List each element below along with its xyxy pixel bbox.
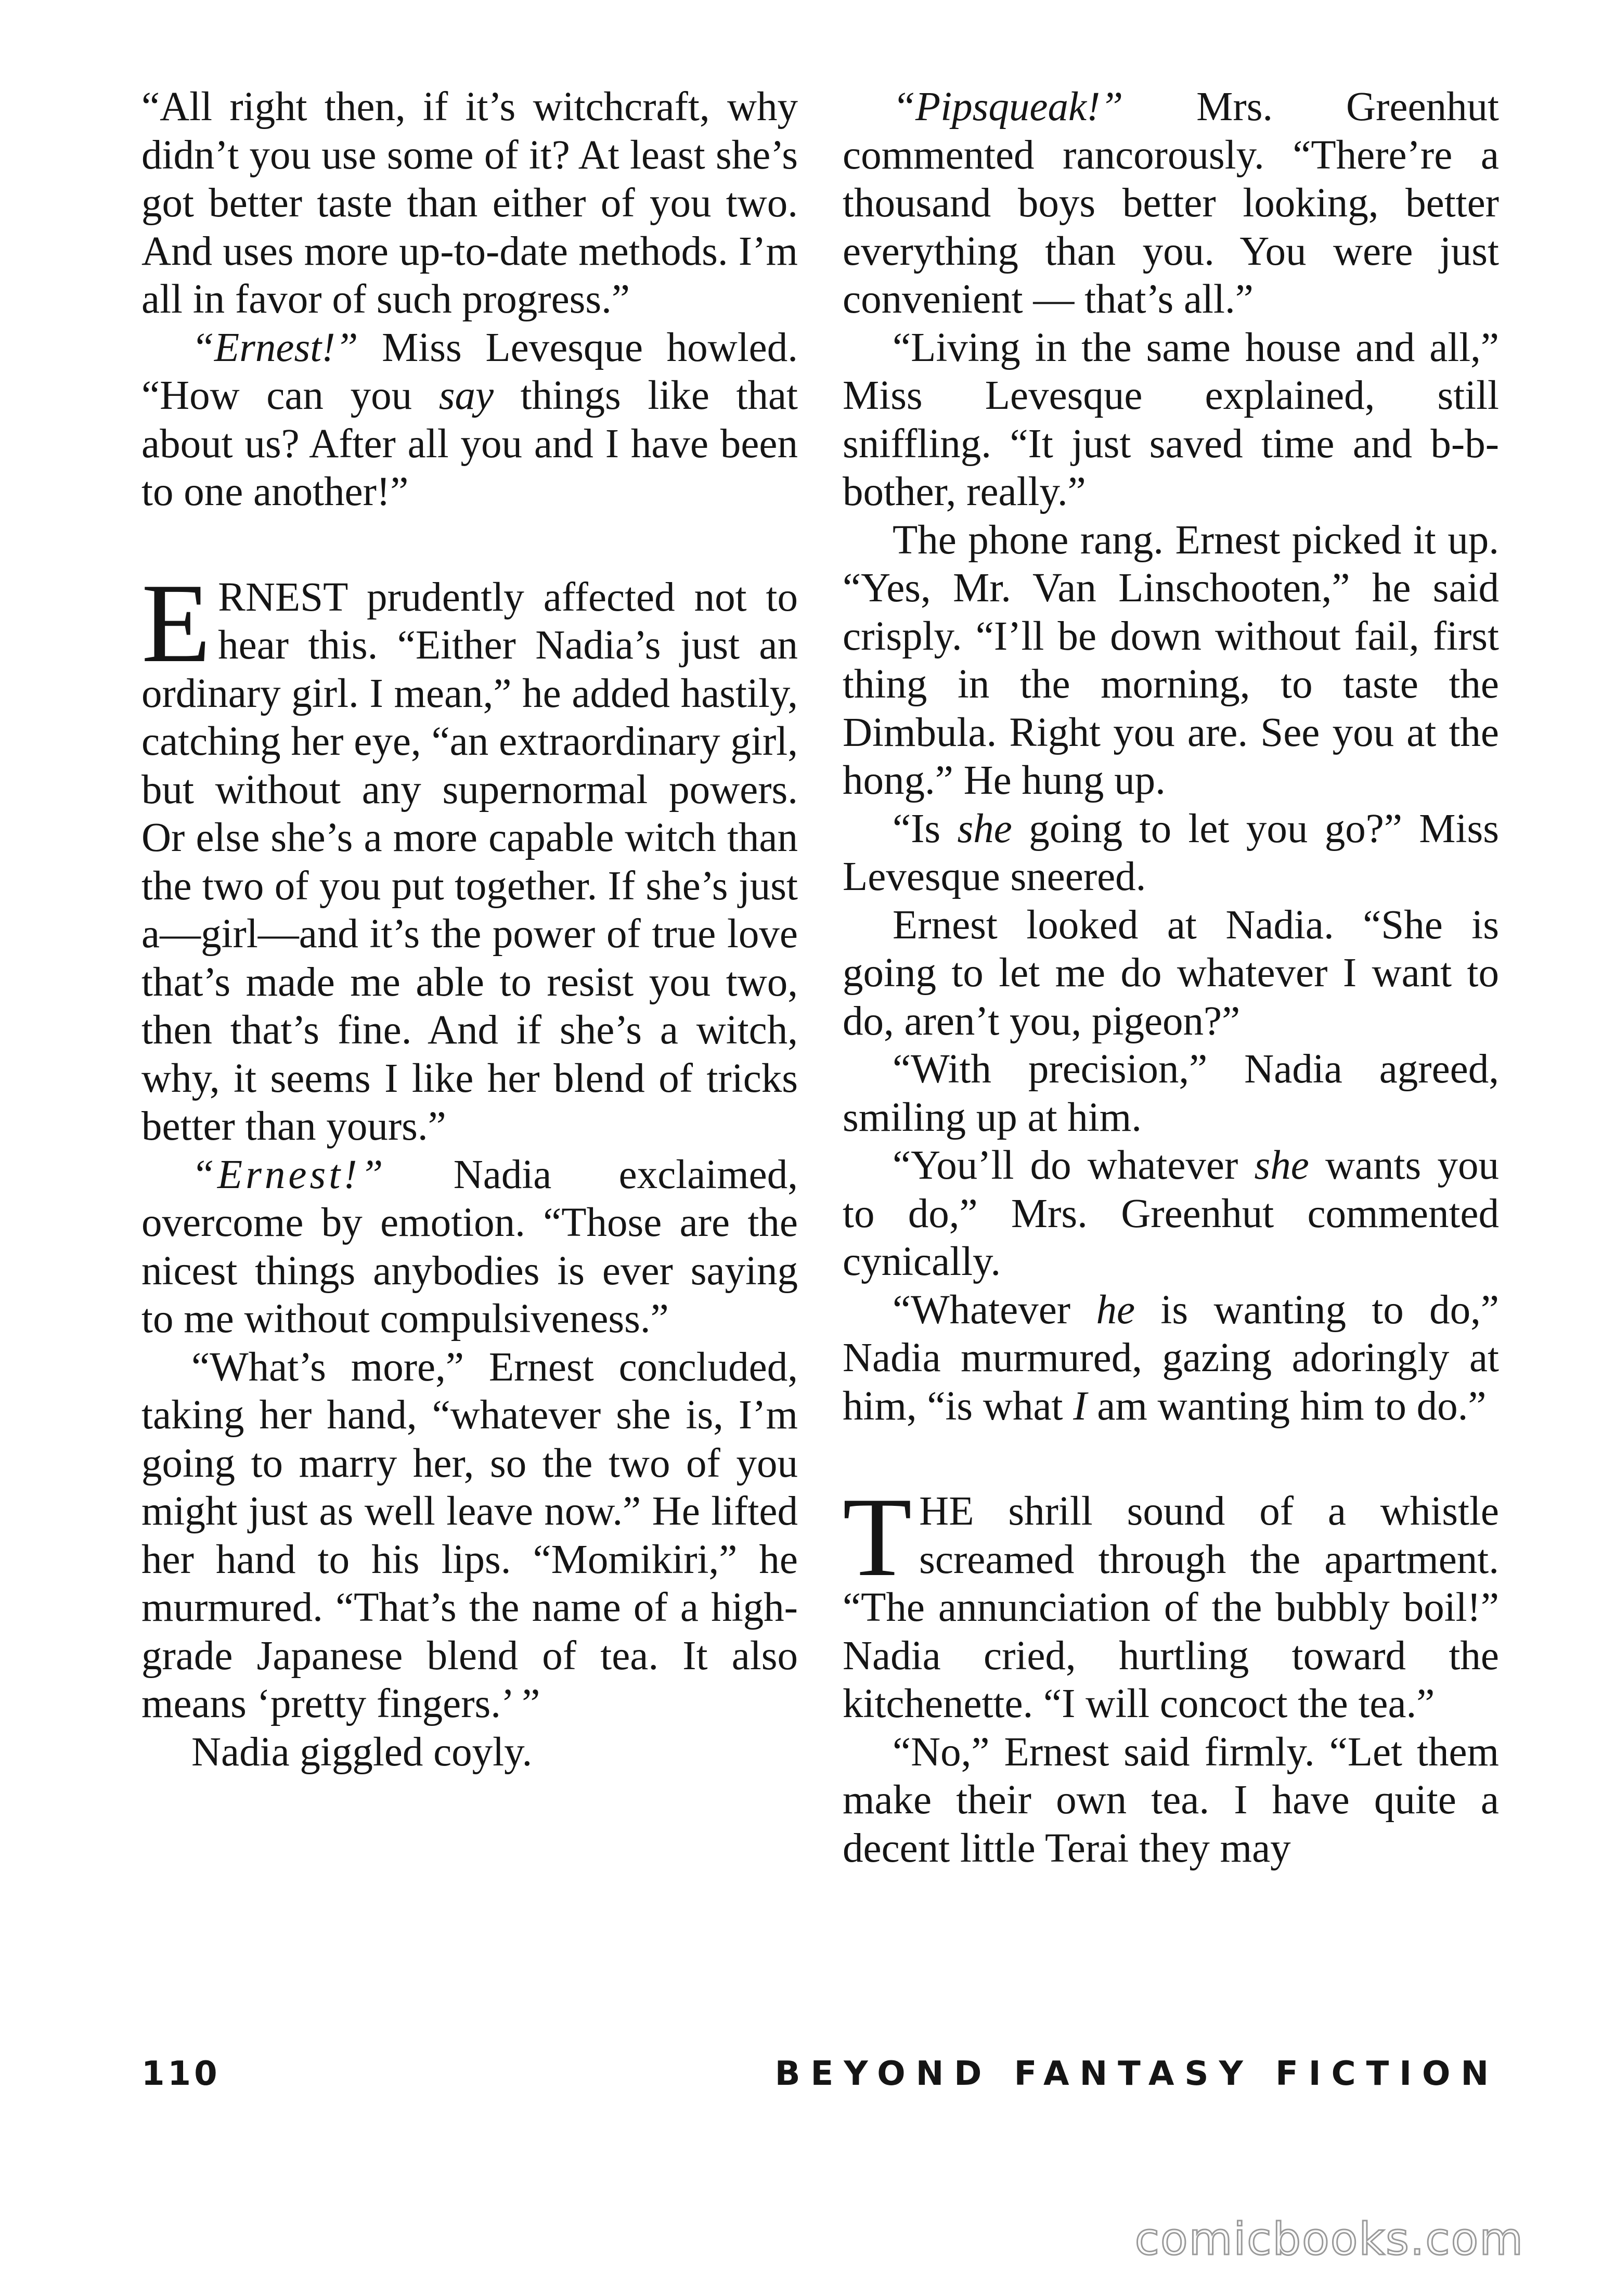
right-column: [843, 83, 1499, 1873]
left-column: [141, 83, 798, 1776]
page-number: 110: [141, 2055, 221, 2093]
page-footer: [141, 2055, 1499, 2096]
paragraph: “With precision,” Nadia agreed, smiling up at him.: [843, 1047, 1499, 1140]
paragraph: “Is she going to let you go?” Miss Levesque sneered.: [843, 806, 1499, 899]
paragraph: “Ernest!” Nadia exclaimed, overcome by emotion. “Those are the nicest things anybodies is ever saying to me without compulsiveness.”: [141, 1152, 798, 1342]
paragraph: “What’s more,” Ernest concluded, taking her hand, “whatever she is, I’m going to marry her, so the two of you might just as well leave now.” He lifted her hand to his lips. “Momikiri,” he murmured. “That’s the name of a high-grade Japanese blend of tea. It also means ‘pretty fingers.’ ”: [141, 1344, 798, 1726]
paragraph: “Ernest!” Miss Levesque howled. “How can you say things like that about us? After all you and I have been to one another!”: [141, 325, 798, 514]
drop-cap: T: [843, 1475, 912, 1600]
section-opening-paragraph: ERNEST prudently affected not to hear this. “Either Nadia’s just an ordinary girl. I mean,” he added hastily, catching her eye, “an extraordinary girl, but without any supernormal powers. Or else she’s a more capable witch than the two of you put together. If she’s just a—girl—and it’s the power of true love that’s made me able to resist you two, then that’s fine. And if she’s a witch, why, it seems I like her blend of tricks better than yours.”: [141, 560, 798, 1149]
paragraph: Nadia giggled coyly.: [191, 1729, 533, 1775]
paragraph: “Whatever he is wanting to do,” Nadia murmured, gazing adoringly at him, “is what I am wanting him to do.”: [843, 1287, 1499, 1429]
watermark: comicbooks.com: [1134, 2213, 1524, 2265]
paragraph: The phone rang. Ernest picked it up. “Yes, Mr. Van Linschooten,” he said crisply. “I’ll be down without fail, first thing in the morning, to taste the Dimbula. Right you are. See you at the hong.” He hung up.: [843, 517, 1499, 803]
section-opening-paragraph: THE shrill sound of a whistle screamed through the apartment. “The annunciation of the bubbly boil!” Nadia cried, hurtling toward the kitchenette. “I will concoct the tea.”: [843, 1475, 1499, 1726]
paragraph: “All right then, if it’s witchcraft, why didn’t you use some of it? At least she’s got better taste than either of you two. And uses more up-to-date methods. I’m all in favor of such progress.”: [141, 84, 798, 322]
paragraph: “No,” Ernest said firmly. “Let them make their own tea. I have quite a decent little Terai they may: [843, 1729, 1499, 1871]
paragraph: “Pipsqueak!” Mrs. Greenhut commented rancorously. “There’re a thousand boys better looking, better everything than you. You were just convenient — that’s all.”: [843, 84, 1499, 322]
paragraph: “Living in the same house and all,” Miss Levesque explained, still sniffling. “It just saved time and b-b-bother, really.”: [843, 325, 1499, 514]
paragraph: Ernest looked at Nadia. “She is going to let me do whatever I want to do, aren’t you, pigeon?”: [843, 902, 1499, 1044]
running-title: BEYOND FANTASY FICTION: [774, 2055, 1499, 2093]
paragraph: “You’ll do whatever she wants you to do,” Mrs. Greenhut commented cynically.: [843, 1143, 1499, 1284]
drop-cap: E: [141, 560, 211, 686]
